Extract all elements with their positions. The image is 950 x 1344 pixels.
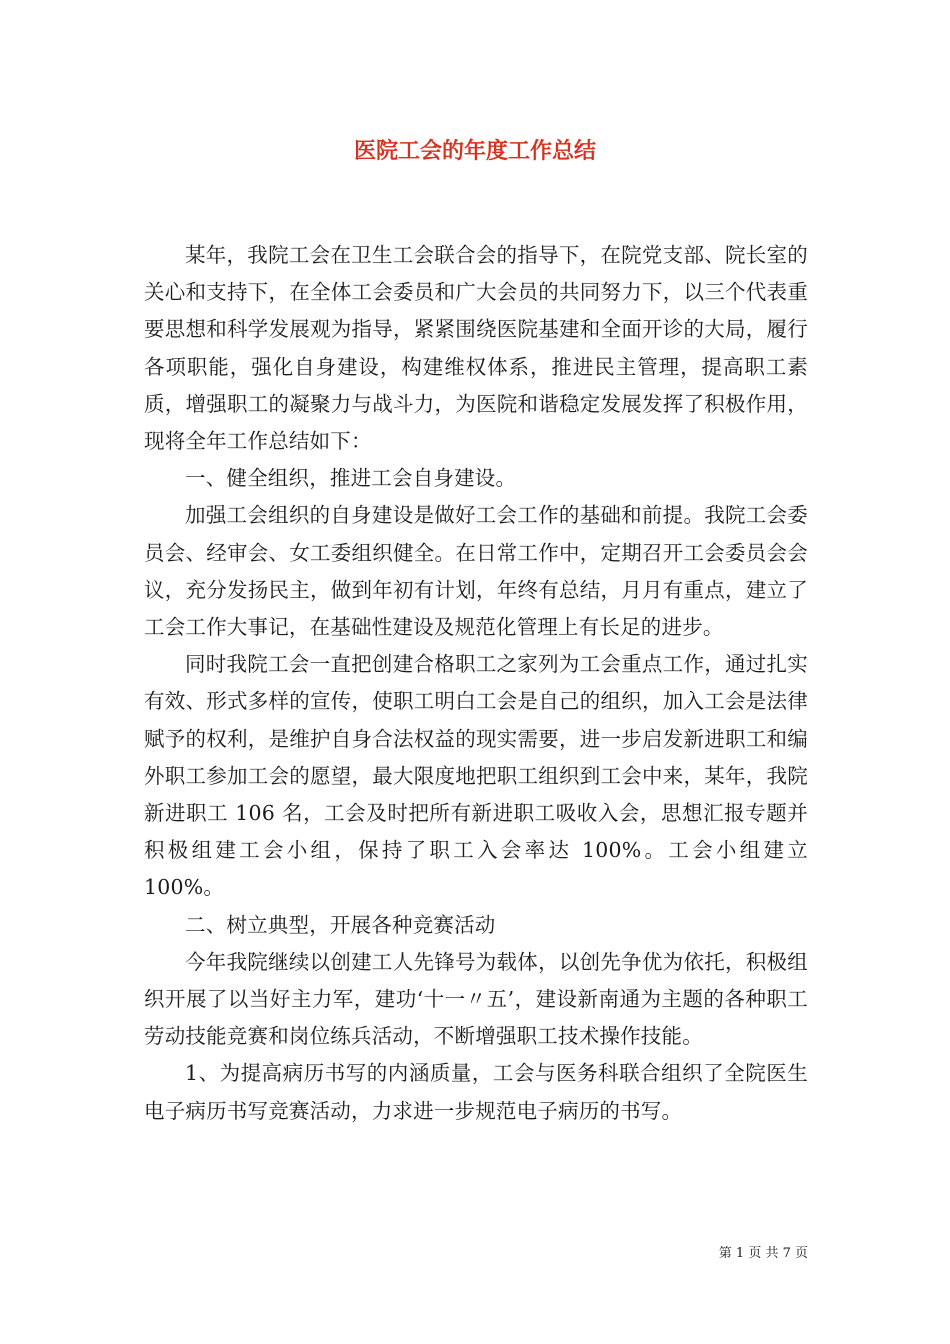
section-heading-1: 一、健全组织，推进工会自身建设。 <box>185 466 517 491</box>
document-body <box>144 237 808 1130</box>
paragraph-intro: 某年，我院工会在卫生工会联合会的指导下，在院党支部、院长室的关心和支持下，在全体工会委员和广大会员的共同努力下，以三个代表重要思想和科学发展观为指导，紧紧围绕医院基建和全面开诊的大局，履行各项职能，强化自身建设，构建维权体系，推进民主管理，提高职工素质，增强职工的凝聚力与战斗力，为医院和谐稳定发展发挥了积极作用，现将全年工作总结如下： <box>144 243 808 454</box>
page-number: 第 1 页 共 7 页 <box>718 1246 808 1261</box>
document-title: 医院工会的年度工作总结 <box>353 138 596 164</box>
paragraph-workers-home: 同时我院工会一直把创建合格职工之家列为工会重点工作，通过扎实有效、形式多样的宣传，使职工明白工会是自己的组织，加入工会是法律赋予的权利，是维护自身合法权益的现实需要，进一步启发新进职工和编外职工参加工会的愿望，最大限度地把职工组织到工会中来，某年，我院新进职工 106 名，工会及时把所有新进职工吸收入会，思想汇报专题并积极组建工会小组，保持了职工入会率达 100%。工会小组建立 100%。 <box>144 652 808 900</box>
paragraph-organization: 加强工会组织的自身建设是做好工会工作的基础和前提。我院工会委员会、经审会、女工委组织健全。在日常工作中，定期召开工会委员会会议，充分发扬民主，做到年初有计划，年终有总结，月月有重点，建立了工会工作大事记，在基础性建设及规范化管理上有长足的进步。 <box>144 503 808 640</box>
section-heading-2: 二、树立典型，开展各种竞赛活动 <box>185 912 496 937</box>
paragraph-item-1: 1、为提高病历书写的内涵质量，工会与医务科联合组织了全院医生电子病历书写竞赛活动，力求进一步规范电子病历的书写。 <box>144 1061 808 1123</box>
paragraph-competitions: 今年我院继续以创建工人先锋号为载体，以创先争优为依托，积极组织开展了以当好主力军，建功‘十一〃五’，建设新南通为主题的各种职工劳动技能竞赛和岗位练兵活动，不断增强职工技术操作技能。 <box>144 949 808 1049</box>
